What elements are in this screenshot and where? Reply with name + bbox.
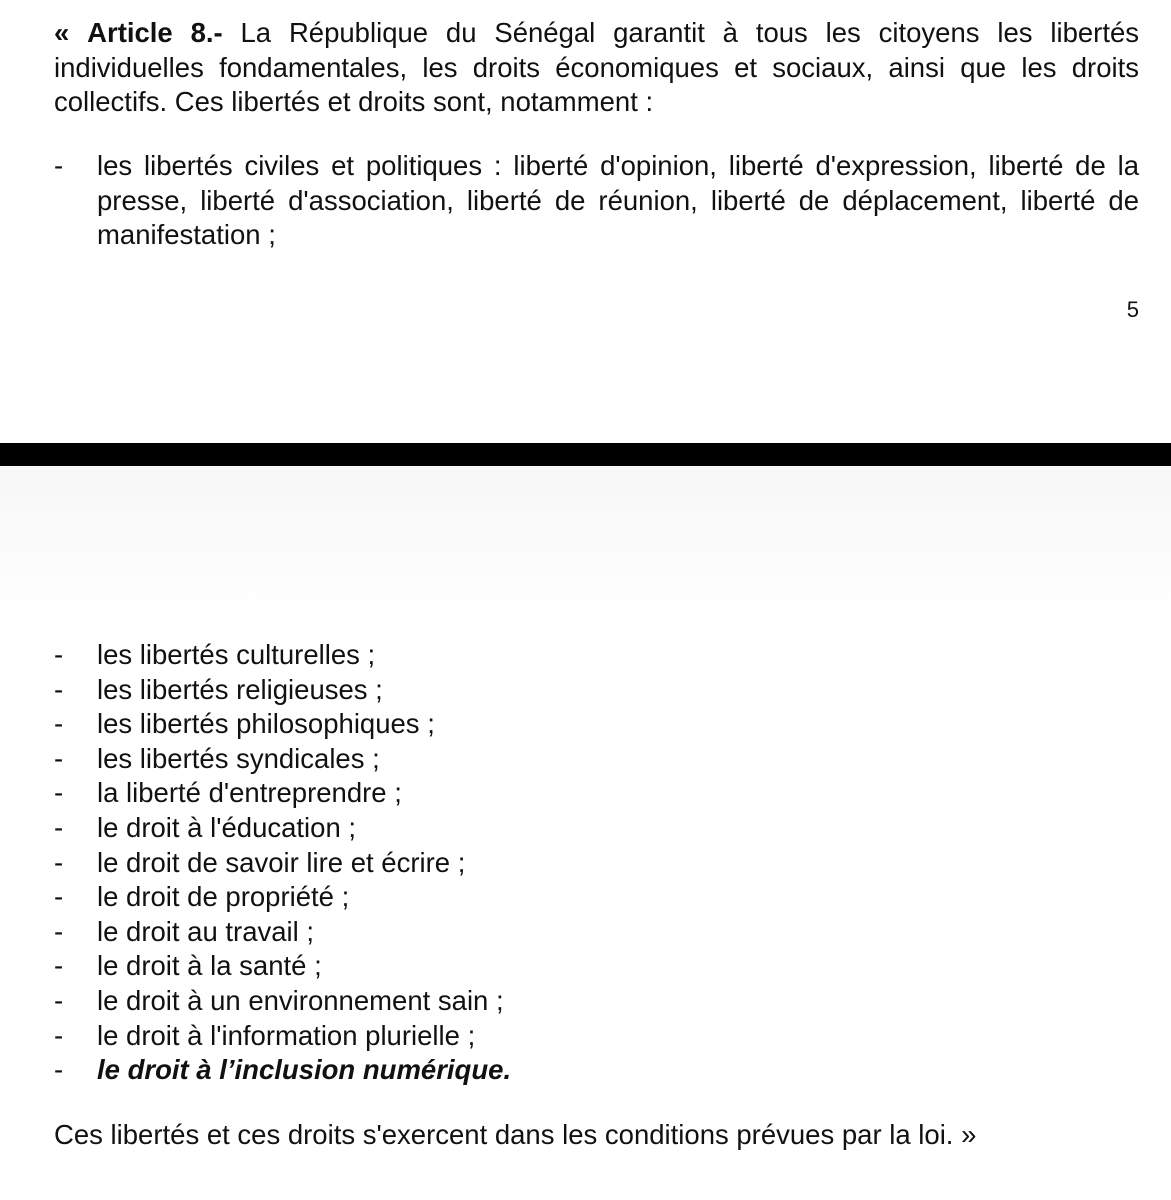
article-intro-text: La République du Sénégal garantit à tous les citoyens les libertés individuelles fondamentales, les droits économiques et sociaux, ainsi que les droits collectifs. Ces libertés et droits sont, notamment : xyxy=(54,17,1140,117)
list-item-text: le droit à un environnement sain ; xyxy=(97,984,504,1016)
list-item xyxy=(54,742,1139,777)
list-item-text: le droit de savoir lire et écrire ; xyxy=(97,846,466,878)
list-item xyxy=(54,846,1139,881)
list-item xyxy=(54,1019,1139,1054)
bullet-dash: - xyxy=(54,742,64,774)
bullet-dash: - xyxy=(54,881,64,913)
rights-list xyxy=(54,638,1139,1088)
list-item xyxy=(54,915,1139,950)
list-item-text: les libertés syndicales ; xyxy=(97,742,380,774)
list-item-text-emphasized: le droit à l’inclusion numérique. xyxy=(97,1054,512,1086)
bullet-dash: - xyxy=(54,1019,64,1051)
article-intro xyxy=(54,16,1139,120)
bullet-dash: - xyxy=(54,846,64,878)
closing-sentence: Ces libertés et ces droits s'exercent dans les conditions prévues par la loi. » xyxy=(54,1119,977,1150)
list-item-text: le droit au travail ; xyxy=(97,915,315,947)
list-item-text: les libertés philosophiques ; xyxy=(97,708,435,740)
list-item xyxy=(54,638,1139,673)
list-item xyxy=(54,984,1139,1019)
list-item-text: les libertés religieuses ; xyxy=(97,673,383,705)
list-item xyxy=(54,673,1139,708)
article-open-quote: « xyxy=(54,17,70,48)
bullet-dash: - xyxy=(54,708,64,740)
list-item-text: le droit à l'éducation ; xyxy=(97,811,357,843)
bullet-dash: - xyxy=(54,777,64,809)
list-item-emphasized xyxy=(54,1053,1139,1088)
bullet-dash: - xyxy=(54,950,64,982)
bullet-dash: - xyxy=(54,150,64,181)
page-separator xyxy=(0,443,1171,466)
bullet-dash: - xyxy=(54,811,64,843)
list-item xyxy=(54,880,1139,915)
list-item-civil-political xyxy=(54,149,1139,253)
article-heading: Article 8.- xyxy=(87,17,223,48)
page-number: 5 xyxy=(1126,297,1139,322)
bullet-dash: - xyxy=(54,1054,64,1086)
list-item xyxy=(54,949,1139,984)
list-item-text: le droit de propriété ; xyxy=(97,881,350,913)
list-item-text: la liberté d'entreprendre ; xyxy=(97,777,402,809)
list-item-text: les libertés civiles et politiques : liberté d'opinion, liberté d'expression, liberté de la presse, liberté d'association, liberté de réunion, liberté de déplacement, liberté de manifestation ; xyxy=(97,150,1139,250)
bullet-dash: - xyxy=(54,673,64,705)
list-item xyxy=(54,707,1139,742)
list-item-text: les libertés culturelles ; xyxy=(97,639,376,670)
list-item xyxy=(54,811,1139,846)
bullet-dash: - xyxy=(54,639,64,670)
page-top xyxy=(0,0,1171,443)
list-item-text: le droit à la santé ; xyxy=(97,950,322,982)
bullet-dash: - xyxy=(54,984,64,1016)
bullet-dash: - xyxy=(54,915,64,947)
list-item-text: le droit à l'information plurielle ; xyxy=(97,1019,476,1051)
list-item xyxy=(54,776,1139,811)
